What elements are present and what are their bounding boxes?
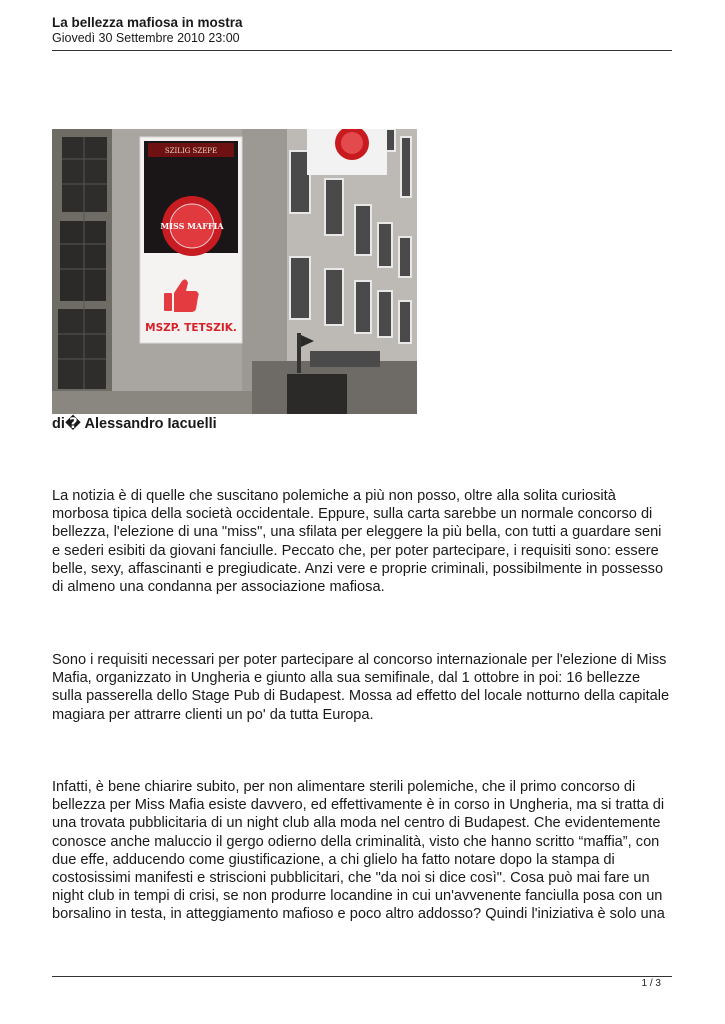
article-byline: di� Alessandro Iacuelli (52, 416, 217, 432)
page-number: 1 / 3 (641, 978, 661, 989)
banner-bottom-text: MSZP. TETSZIK. (145, 322, 237, 334)
article-title: La bellezza mafiosa in mostra (52, 15, 243, 30)
banner-badge-text: MISS MAFFIA (160, 221, 224, 231)
document-header (52, 15, 672, 46)
article-paragraph: Sono i requisiti necessari per poter partecipare al concorso internazionale per l'elezione di Miss Mafia, organizzato in Ungheria e giunto alla sua semifinale, dal 1 ottobre in poi: 16 bellezze sulla passerella dello Stage Pub di Budapest. Mossa ad effetto del locale notturno della capitale magiara per attrarre clienti un po' da tutta Europa. (52, 652, 670, 723)
banner-top-text: SZILIG SZEPE (164, 147, 218, 155)
footer-divider (52, 976, 672, 977)
article-paragraph: La notizia è di quelle che suscitano polemiche a più non posso, oltre alla solita curiosità morbosa tipica della società occidentale. Eppure, sulla carta sarebbe un normale concorso di bellezza, l'elezione di una "miss", una sfilata per eleggere la più bella, con tutti a guardare seni e sederi esibiti da giovani fanciulle. Peccato che, per poter partecipare, i requisiti sono: essere belle, sexy, affascinanti e pregiudicate. Anzi vere e proprie criminali, possibilmente in possesso di almeno una condanna per associazione mafiosa. (52, 488, 664, 596)
article-photo (52, 129, 417, 414)
article-paragraph: Infatti, è bene chiarire subito, per non alimentare sterili polemiche, che il primo concorso di bellezza per Miss Mafia esiste davvero, ed effettivamente è in corso in Ungheria, ma si tratta di una trovata pubblicitaria di un night club alla moda nel centro di Budapest. Che evidentemente conosce anche maluccio il gergo odierno della criminalità, visto che hanno scritto “maffia”, con due effe, adducendo come giustificazione, a chi glielo ha fatto notare dopo la stampa di costosissimi manifesti e striscioni pubblicitari, che "da noi si dice così". Cosa può mai fare un night club in tempi di crisi, se non produrre locandine in cui un'avvenente fanciulla posa con un borsalino in testa, in atteggiamento mafioso e poco altro addosso? Quindi l'iniziativa è solo una (52, 779, 665, 923)
article-date: Giovedì 30 Settembre 2010 23:00 (52, 31, 240, 45)
header-divider (52, 50, 672, 51)
